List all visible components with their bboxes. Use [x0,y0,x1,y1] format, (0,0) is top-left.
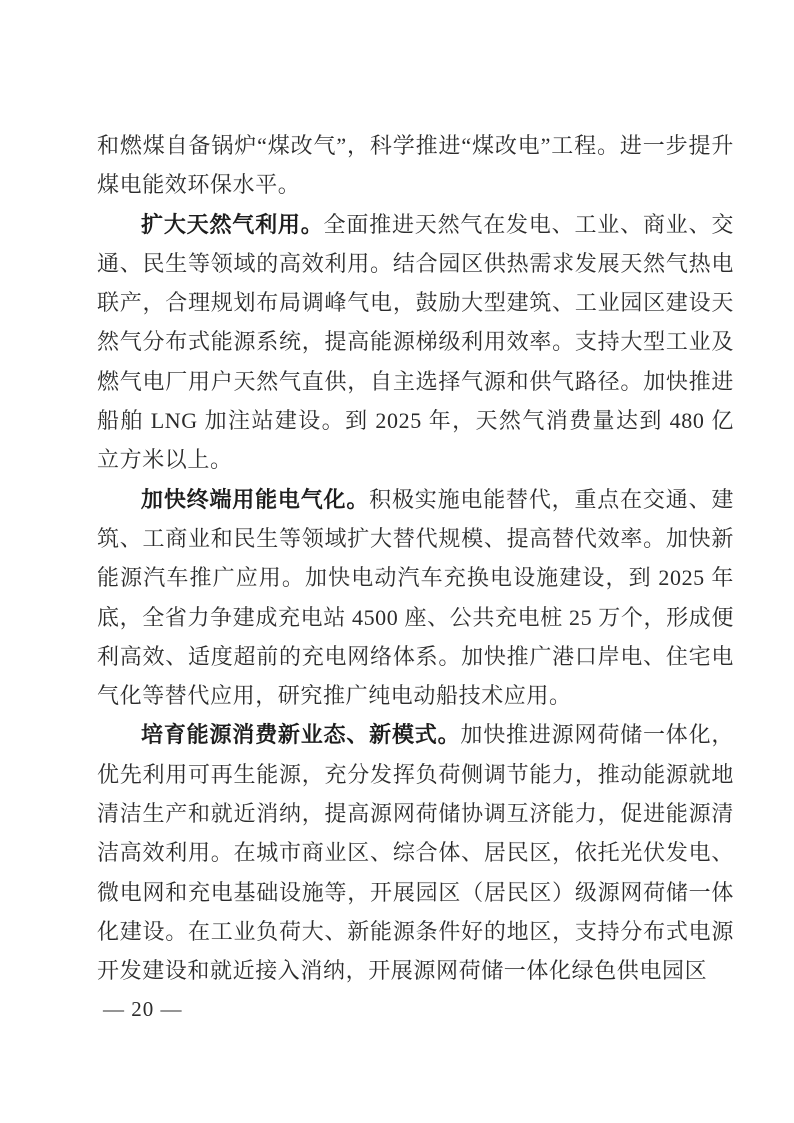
paragraph-lead: 扩大天然气利用。 [141,211,324,237]
paragraph-text: 和燃煤自备锅炉“煤改气”，科学推进“煤改电”工程。进一步提升煤电能效环保水平。 [97,133,734,198]
paragraph-natural-gas [97,205,734,480]
page-number: — 20 — [103,997,183,1021]
paragraph-lead: 培育能源消费新业态、新模式。 [141,722,461,748]
paragraph-new-business-models [97,715,734,990]
paragraph-text: 全面推进天然气在发电、工业、商业、交通、民生等领域的高效利用。结合园区供热需求发展天然气热电联产，合理规划布局调峰气电，鼓励大型建筑、工业园区建设天然气分布式能源系统，提高能源梯级利用效率。支持大型工业及燃气电厂用户天然气直供，自主选择气源和供气路径。加快推进船舶 LNG 加注站建设。到 2025 年，天然气消费量达到 480 亿立方米以上。 [97,211,734,473]
paragraph-text: 积极实施电能替代，重点在交通、建筑、工商业和民生等领域扩大替代规模、提高替代效率。加快新能源汽车推广应用。加快电动汽车充换电设施建设，到 2025 年底，全省力争建成充电站 4500 座、公共充电桩 25 万个，形成便利高效、适度超前的充电网络体系。加快推广港口岸电、住宅电气化等替代应用，研究推广纯电动船技术应用。 [97,486,734,709]
paragraph-lead: 加快终端用能电气化。 [141,486,370,512]
paragraph-electrification [97,480,734,716]
page-body-text [97,126,734,991]
paragraph-continuation [97,126,734,205]
paragraph-text: 加快推进源网荷储一体化，优先利用可再生能源，充分发挥负荷侧调节能力，推动能源就地清洁生产和就近消纳，提高源网荷储协调互济能力，促进能源清洁高效利用。在城市商业区、综合体、居民区，依托光伏发电、微电网和充电基础设施等，开展园区（居民区）级源网荷储一体化建设。在工业负荷大、新能源条件好的地区，支持分布式电源开发建设和就近接入消纳，开展源网荷储一体化绿色供电园区 [97,722,734,984]
page-footer [103,997,183,1022]
